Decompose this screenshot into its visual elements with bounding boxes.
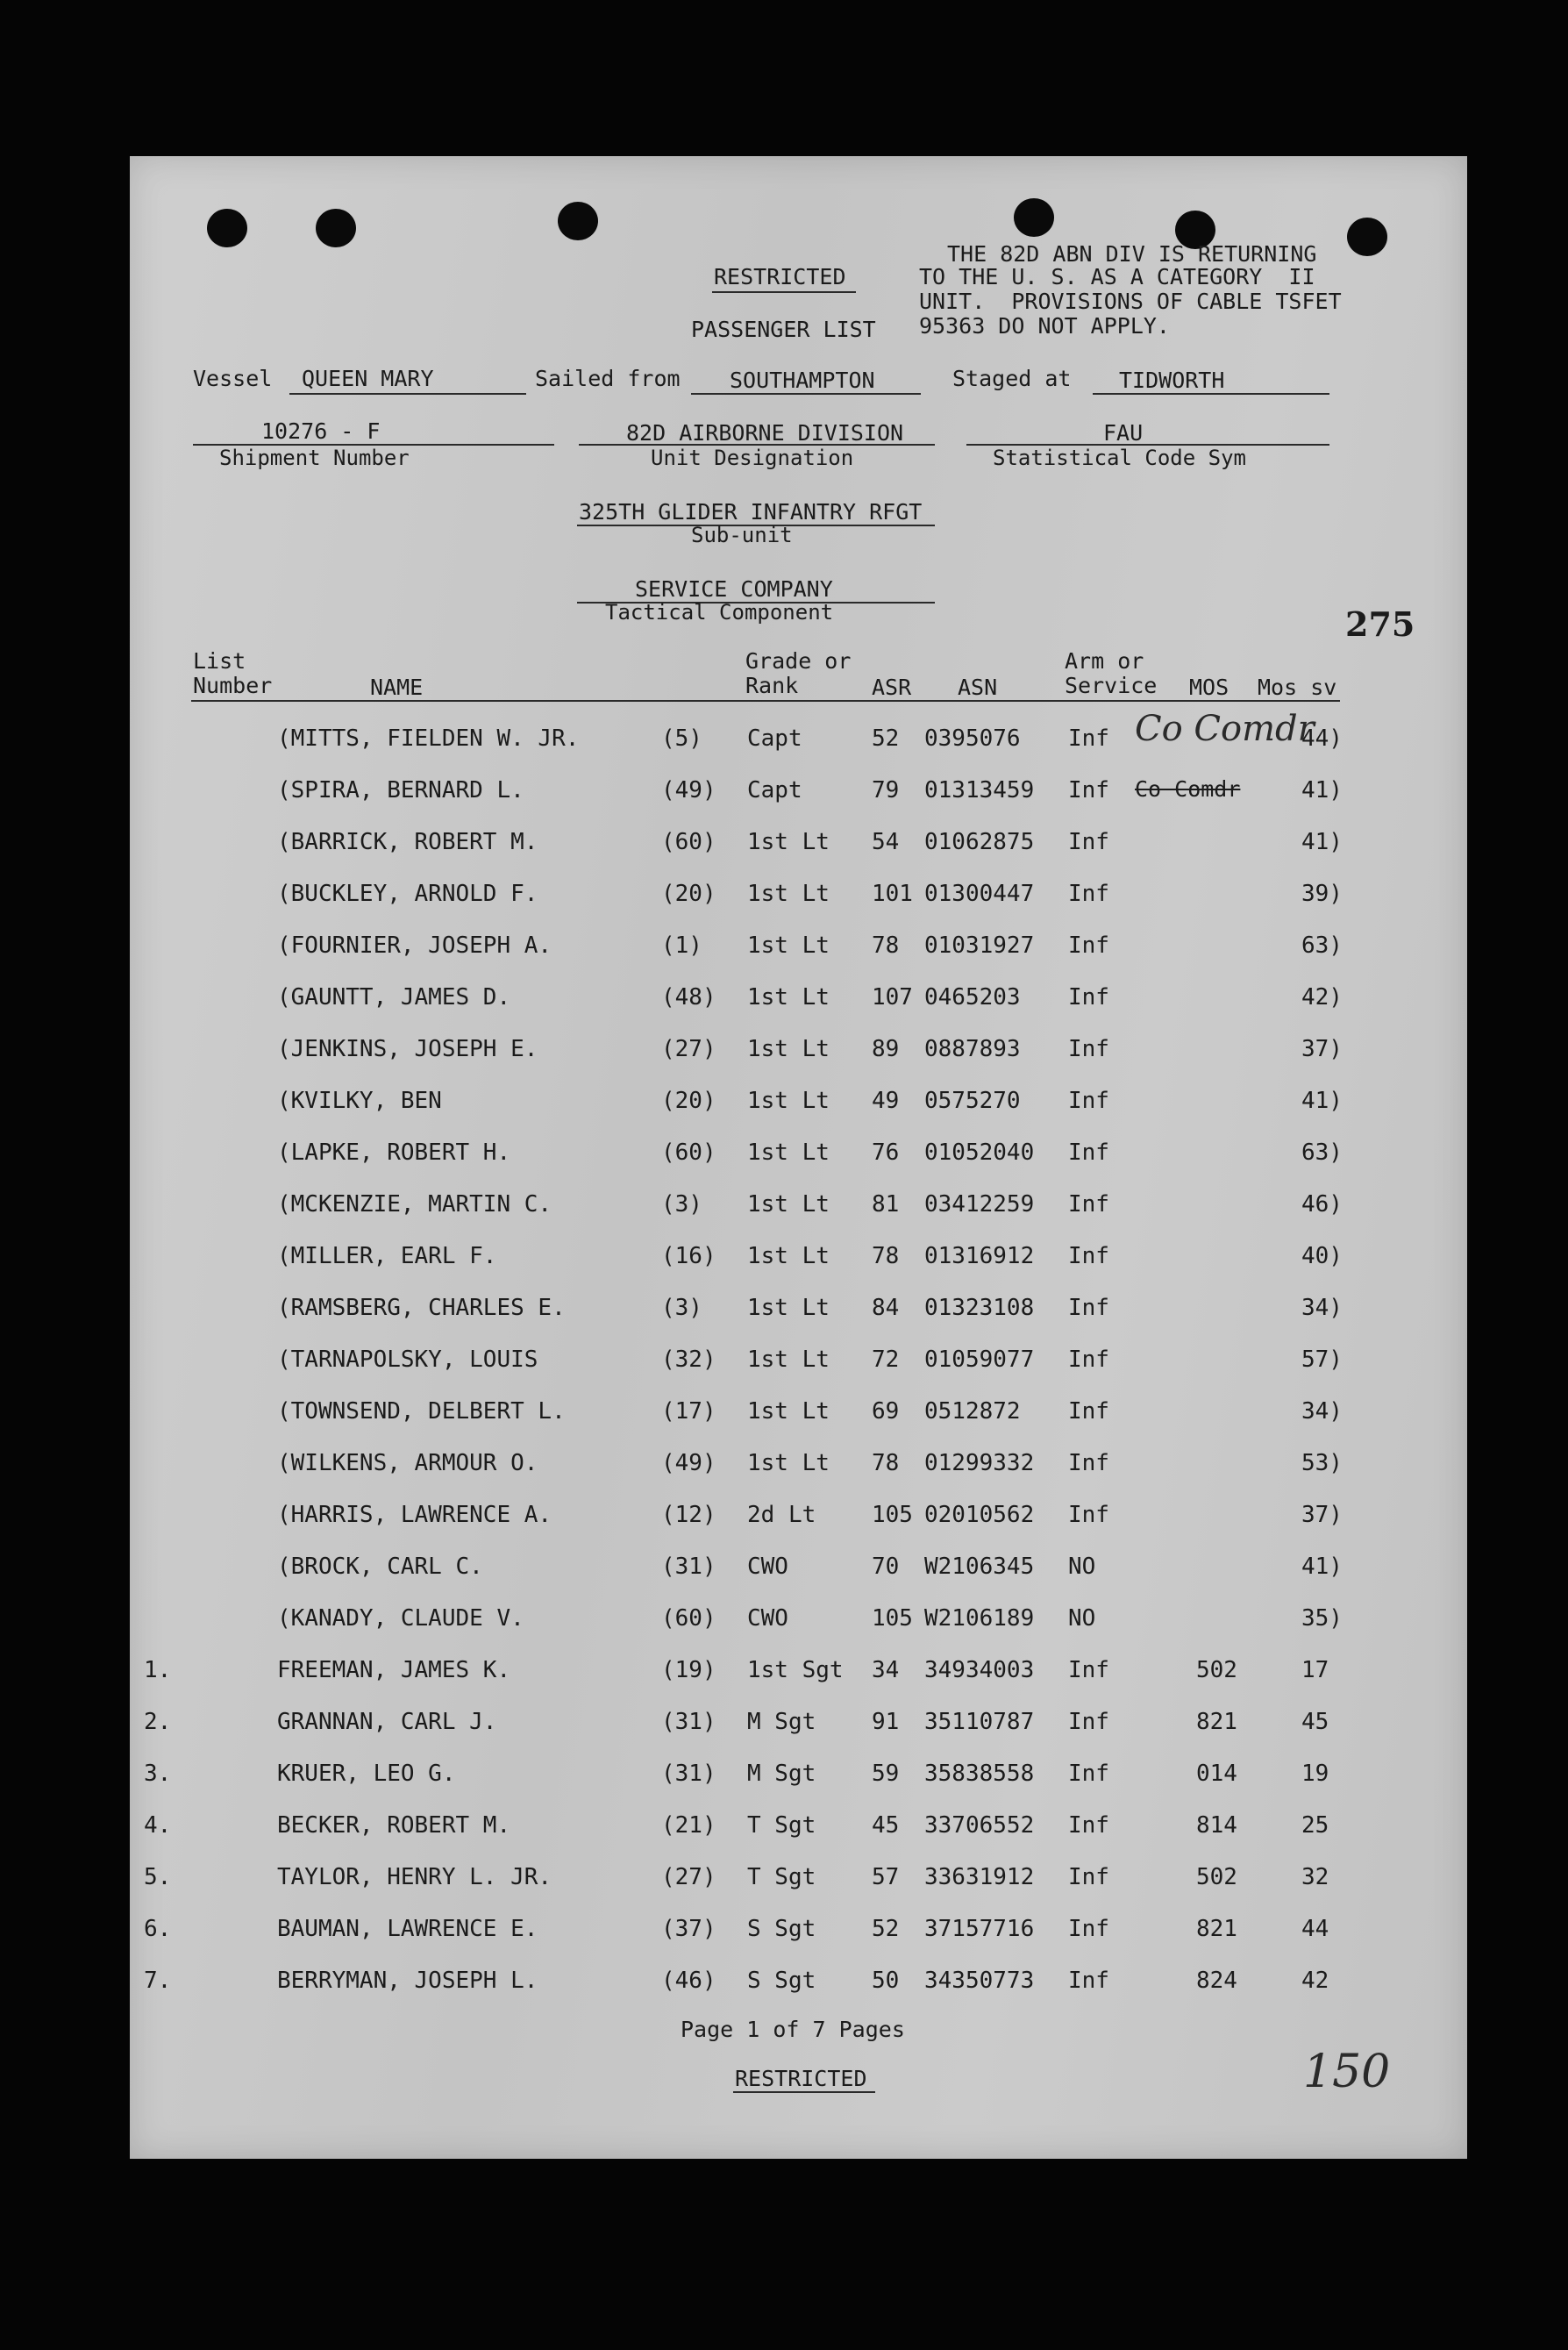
row-asn: W2106189 <box>924 1605 1035 1632</box>
row-name: BAUMAN, LAWRENCE E. <box>277 1916 538 1942</box>
row-grade: 1st Lt <box>747 1088 830 1114</box>
row-asr: 59 <box>872 1761 900 1787</box>
row-name: (WILKENS, ARMOUR O. <box>277 1450 538 1476</box>
row-code: (60) <box>661 1605 716 1632</box>
row-name: (SPIRA, BERNARD L. <box>277 777 524 804</box>
row-grade: CWO <box>747 1605 788 1632</box>
row-name: BECKER, ROBERT M. <box>277 1812 511 1839</box>
row-code: (20) <box>661 881 716 907</box>
row-asn: 01059077 <box>924 1346 1035 1373</box>
row-asr: 52 <box>872 725 900 752</box>
unit-designation: 82D AIRBORNE DIVISION <box>626 420 904 446</box>
row-arm: Inf <box>1068 881 1109 907</box>
row-name: (RAMSBERG, CHARLES E. <box>277 1295 566 1321</box>
row-name: (BUCKLEY, ARNOLD F. <box>277 881 538 907</box>
row-asn: 0512872 <box>924 1398 1021 1425</box>
row-grade: 1st Lt <box>747 881 830 907</box>
row-asn: 01316912 <box>924 1243 1035 1269</box>
row-code: (16) <box>661 1243 716 1269</box>
row-asr: 45 <box>872 1812 900 1839</box>
row-code: (17) <box>661 1398 716 1425</box>
row-grade: 1st Lt <box>747 829 830 855</box>
row-asn: 0465203 <box>924 984 1021 1011</box>
row-svc: 41) <box>1301 1554 1343 1580</box>
row-code: (12) <box>661 1502 716 1528</box>
row-number: 5. <box>144 1864 172 1890</box>
row-arm: Inf <box>1068 829 1109 855</box>
row-arm: Inf <box>1068 1812 1109 1839</box>
row-asn: 01062875 <box>924 829 1035 855</box>
restricted-footer: RESTRICTED <box>735 2066 867 2091</box>
row-code: (60) <box>661 1139 716 1166</box>
row-code: (27) <box>661 1036 716 1062</box>
handwritten-page-number: 150 <box>1303 2046 1391 2098</box>
row-number: 3. <box>144 1761 172 1787</box>
row-arm: Inf <box>1068 1864 1109 1890</box>
row-grade: 1st Sgt <box>747 1657 844 1683</box>
row-asn: 01313459 <box>924 777 1035 804</box>
passenger-list-title: PASSENGER LIST <box>691 317 876 342</box>
row-code: (3) <box>661 1295 702 1321</box>
row-asn: 01323108 <box>924 1295 1035 1321</box>
punch-hole <box>1014 198 1054 237</box>
row-asn: 33631912 <box>924 1864 1035 1890</box>
row-grade: 1st Lt <box>747 984 830 1011</box>
row-asr: 78 <box>872 932 900 959</box>
row-name: TAYLOR, HENRY L. JR. <box>277 1864 552 1890</box>
row-asr: 105 <box>872 1605 913 1632</box>
row-number: 6. <box>144 1916 172 1942</box>
row-svc: 19 <box>1301 1761 1329 1787</box>
row-code: (49) <box>661 1450 716 1476</box>
row-mos: 821 <box>1196 1916 1237 1942</box>
row-grade: 1st Lt <box>747 1398 830 1425</box>
row-grade: 1st Lt <box>747 1346 830 1373</box>
notice-line-3: UNIT. PROVISIONS OF CABLE TSFET <box>919 289 1342 314</box>
row-name: (KANADY, CLAUDE V. <box>277 1605 524 1632</box>
row-svc: 41) <box>1301 829 1343 855</box>
row-svc: 39) <box>1301 881 1343 907</box>
restricted-footer-underline <box>733 2091 875 2093</box>
row-asn: W2106345 <box>924 1554 1035 1580</box>
row-grade: 1st Lt <box>747 1139 830 1166</box>
row-arm: Inf <box>1068 725 1109 752</box>
row-grade: 1st Lt <box>747 1191 830 1218</box>
row-arm: NO <box>1068 1554 1096 1580</box>
row-name: (MCKENZIE, MARTIN C. <box>277 1191 552 1218</box>
row-mos: 824 <box>1196 1968 1237 1994</box>
row-asr: 89 <box>872 1036 900 1062</box>
row-grade: 1st Lt <box>747 1243 830 1269</box>
row-arm: Inf <box>1068 1243 1109 1269</box>
row-asr: 91 <box>872 1709 900 1735</box>
row-name: FREEMAN, JAMES K. <box>277 1657 511 1683</box>
punch-hole <box>558 202 598 240</box>
restricted-underline <box>712 291 856 293</box>
stat-code: FAU <box>1103 420 1144 446</box>
row-arm: Inf <box>1068 1295 1109 1321</box>
row-asn: 34934003 <box>924 1657 1035 1683</box>
punch-hole <box>316 209 356 247</box>
row-arm: Inf <box>1068 1709 1109 1735</box>
row-svc: 63) <box>1301 932 1343 959</box>
row-mos: 014 <box>1196 1761 1237 1787</box>
row-arm: Inf <box>1068 984 1109 1011</box>
staged-label: Staged at <box>952 366 1072 391</box>
vessel-value: QUEEN MARY <box>302 366 434 391</box>
row-asr: 78 <box>872 1450 900 1476</box>
row-name: (MITTS, FIELDEN W. JR. <box>277 725 580 752</box>
row-asn: 0395076 <box>924 725 1021 752</box>
header-underline <box>191 700 1340 702</box>
row-svc: 63) <box>1301 1139 1343 1166</box>
row-code: (31) <box>661 1554 716 1580</box>
shipment-number: 10276 - F <box>261 418 381 444</box>
row-asn: 33706552 <box>924 1812 1035 1839</box>
row-name: BERRYMAN, JOSEPH L. <box>277 1968 538 1994</box>
row-grade: M Sgt <box>747 1761 816 1787</box>
staged-value: TIDWORTH <box>1119 368 1225 393</box>
sailed-value: SOUTHAMPTON <box>730 368 875 393</box>
row-arm: Inf <box>1068 1088 1109 1114</box>
row-grade: CWO <box>747 1554 788 1580</box>
row-name: (KVILKY, BEN <box>277 1088 442 1114</box>
restricted-header: RESTRICTED <box>714 264 846 289</box>
row-asn: 35110787 <box>924 1709 1035 1735</box>
row-code: (37) <box>661 1916 716 1942</box>
row-arm: Inf <box>1068 932 1109 959</box>
row-code: (20) <box>661 1088 716 1114</box>
row-asr: 70 <box>872 1554 900 1580</box>
row-grade: T Sgt <box>747 1812 816 1839</box>
subunit-value: 325TH GLIDER INFANTRY RFGT <box>579 499 923 525</box>
row-code: (5) <box>661 725 702 752</box>
subunit-label: Sub-unit <box>691 523 793 547</box>
stat-label: Statistical Code Sym <box>993 446 1246 470</box>
row-mos: 502 <box>1196 1864 1237 1890</box>
row-name: (FOURNIER, JOSEPH A. <box>277 932 552 959</box>
row-code: (46) <box>661 1968 716 1994</box>
row-arm: Inf <box>1068 1502 1109 1528</box>
row-asn: 35838558 <box>924 1761 1035 1787</box>
row-grade: T Sgt <box>747 1864 816 1890</box>
sailed-label: Sailed from <box>535 366 681 391</box>
row-name: (GAUNTT, JAMES D. <box>277 984 511 1011</box>
row-svc: 34) <box>1301 1398 1343 1425</box>
page-count: Page 1 of 7 Pages <box>681 2017 905 2042</box>
row-grade: S Sgt <box>747 1916 816 1942</box>
row-svc: 46) <box>1301 1191 1343 1218</box>
row-asr: 54 <box>872 829 900 855</box>
row-number: 7. <box>144 1968 172 1994</box>
row-name: (HARRIS, LAWRENCE A. <box>277 1502 552 1528</box>
row-code: (19) <box>661 1657 716 1683</box>
row-name: (LAPKE, ROBERT H. <box>277 1139 511 1166</box>
row-number: 2. <box>144 1709 172 1735</box>
col-service: Service <box>1065 673 1158 698</box>
row-name: (TOWNSEND, DELBERT L. <box>277 1398 566 1425</box>
row-name: KRUER, LEO G. <box>277 1761 456 1787</box>
document-page <box>130 156 1467 2159</box>
col-name: NAME <box>370 675 424 700</box>
row-svc: 34) <box>1301 1295 1343 1321</box>
vessel-label: Vessel <box>193 366 273 391</box>
row-asn: 01052040 <box>924 1139 1035 1166</box>
row-mos: 502 <box>1196 1657 1237 1683</box>
row-asr: 81 <box>872 1191 900 1218</box>
row-grade: 1st Lt <box>747 1295 830 1321</box>
row-asn: 01299332 <box>924 1450 1035 1476</box>
col-number: Number <box>193 673 273 698</box>
row-name: (TARNAPOLSKY, LOUIS <box>277 1346 538 1373</box>
row-code: (21) <box>661 1812 716 1839</box>
punch-hole <box>207 209 247 247</box>
row-grade: Capt <box>747 725 802 752</box>
row-svc: 53) <box>1301 1450 1343 1476</box>
notice-line-2: TO THE U. S. AS A CATEGORY II <box>919 264 1315 289</box>
row-arm: Inf <box>1068 1916 1109 1942</box>
row-asn: 0887893 <box>924 1036 1021 1062</box>
row-asr: 78 <box>872 1243 900 1269</box>
punch-hole <box>1347 218 1387 256</box>
row-asr: 72 <box>872 1346 900 1373</box>
row-asr: 105 <box>872 1502 913 1528</box>
row-code: (1) <box>661 932 702 959</box>
row-svc: 41) <box>1301 1088 1343 1114</box>
row-svc: 37) <box>1301 1036 1343 1062</box>
row-grade: 1st Lt <box>747 1036 830 1062</box>
row-arm: Inf <box>1068 1036 1109 1062</box>
row-asr: 34 <box>872 1657 900 1683</box>
row-mos: 814 <box>1196 1812 1237 1839</box>
row-svc: 57) <box>1301 1346 1343 1373</box>
row-code: (31) <box>661 1761 716 1787</box>
row-arm: Inf <box>1068 777 1109 804</box>
row-arm: Inf <box>1068 1191 1109 1218</box>
component-value: SERVICE COMPANY <box>635 576 833 602</box>
row-mos: 821 <box>1196 1709 1237 1735</box>
row-grade: 2d Lt <box>747 1502 816 1528</box>
vessel-underline <box>289 393 526 395</box>
row-arm: Inf <box>1068 1761 1109 1787</box>
row-name: (BARRICK, ROBERT M. <box>277 829 538 855</box>
row-name: GRANNAN, CARL J. <box>277 1709 497 1735</box>
handwritten-co-comdr: Co Comdr <box>1135 709 1315 749</box>
notice-line-4: 95363 DO NOT APPLY. <box>919 313 1170 339</box>
row-asr: 49 <box>872 1088 900 1114</box>
row-number: 1. <box>144 1657 172 1683</box>
row-asn: 37157716 <box>924 1916 1035 1942</box>
row-arm: Inf <box>1068 1398 1109 1425</box>
row-asr: 107 <box>872 984 913 1011</box>
col-asn: ASN <box>958 675 998 700</box>
row-svc: 45 <box>1301 1709 1329 1735</box>
row-code: (49) <box>661 777 716 804</box>
col-list: List <box>193 648 246 674</box>
row-grade: S Sgt <box>747 1968 816 1994</box>
row-svc: 37) <box>1301 1502 1343 1528</box>
col-mos: MOS <box>1189 675 1229 700</box>
row-grade: 1st Lt <box>747 1450 830 1476</box>
row-code: (27) <box>661 1864 716 1890</box>
row-name: (MILLER, EARL F. <box>277 1243 497 1269</box>
row-svc: 35) <box>1301 1605 1343 1632</box>
unit-label: Unit Designation <box>651 446 854 470</box>
row-asr: 101 <box>872 881 913 907</box>
row-code: (60) <box>661 829 716 855</box>
row-grade: Capt <box>747 777 802 804</box>
col-mos-sv: Mos sv <box>1258 675 1337 700</box>
page-stamp: 275 <box>1345 604 1415 644</box>
row-svc: 40) <box>1301 1243 1343 1269</box>
row-svc: 25 <box>1301 1812 1329 1839</box>
col-arm: Arm or <box>1065 648 1144 674</box>
component-label: Tactical Component <box>605 600 834 625</box>
row-asn: 02010562 <box>924 1502 1035 1528</box>
row-asr: 52 <box>872 1916 900 1942</box>
row-svc: 17 <box>1301 1657 1329 1683</box>
row-arm: Inf <box>1068 1139 1109 1166</box>
row-grade: M Sgt <box>747 1709 816 1735</box>
row-code: (32) <box>661 1346 716 1373</box>
row-code: (48) <box>661 984 716 1011</box>
row-arm: Inf <box>1068 1657 1109 1683</box>
row-svc: 42) <box>1301 984 1343 1011</box>
row-name: (JENKINS, JOSEPH E. <box>277 1036 538 1062</box>
row-grade: 1st Lt <box>747 932 830 959</box>
row-arm: Inf <box>1068 1450 1109 1476</box>
row-arm: Inf <box>1068 1968 1109 1994</box>
row-asr: 79 <box>872 777 900 804</box>
row-asr: 76 <box>872 1139 900 1166</box>
row-code: (31) <box>661 1709 716 1735</box>
row-asn: 01031927 <box>924 932 1035 959</box>
row-asn: 01300447 <box>924 881 1035 907</box>
staged-underline <box>1093 393 1329 395</box>
row-asr: 84 <box>872 1295 900 1321</box>
row-svc: 32 <box>1301 1864 1329 1890</box>
struck-co-comdr: Co Comdr <box>1135 776 1241 802</box>
row-asn: 03412259 <box>924 1191 1035 1218</box>
notice-line-1: THE 82D ABN DIV IS RETURNING <box>947 241 1317 267</box>
row-name: (BROCK, CARL C. <box>277 1554 483 1580</box>
row-asn: 0575270 <box>924 1088 1021 1114</box>
row-arm: NO <box>1068 1605 1096 1632</box>
sailed-underline <box>691 393 921 395</box>
row-asn: 34350773 <box>924 1968 1035 1994</box>
col-rank: Rank <box>745 673 799 698</box>
row-asr: 57 <box>872 1864 900 1890</box>
row-number: 4. <box>144 1812 172 1839</box>
row-arm: Inf <box>1068 1346 1109 1373</box>
row-svc: 44 <box>1301 1916 1329 1942</box>
col-asr: ASR <box>872 675 912 700</box>
row-svc: 42 <box>1301 1968 1329 1994</box>
col-grade: Grade or <box>745 648 852 674</box>
row-code: (3) <box>661 1191 702 1218</box>
shipment-label: Shipment Number <box>219 446 410 470</box>
row-svc: 44) <box>1301 725 1343 752</box>
row-svc: 41) <box>1301 777 1343 804</box>
row-asr: 69 <box>872 1398 900 1425</box>
row-asr: 50 <box>872 1968 900 1994</box>
